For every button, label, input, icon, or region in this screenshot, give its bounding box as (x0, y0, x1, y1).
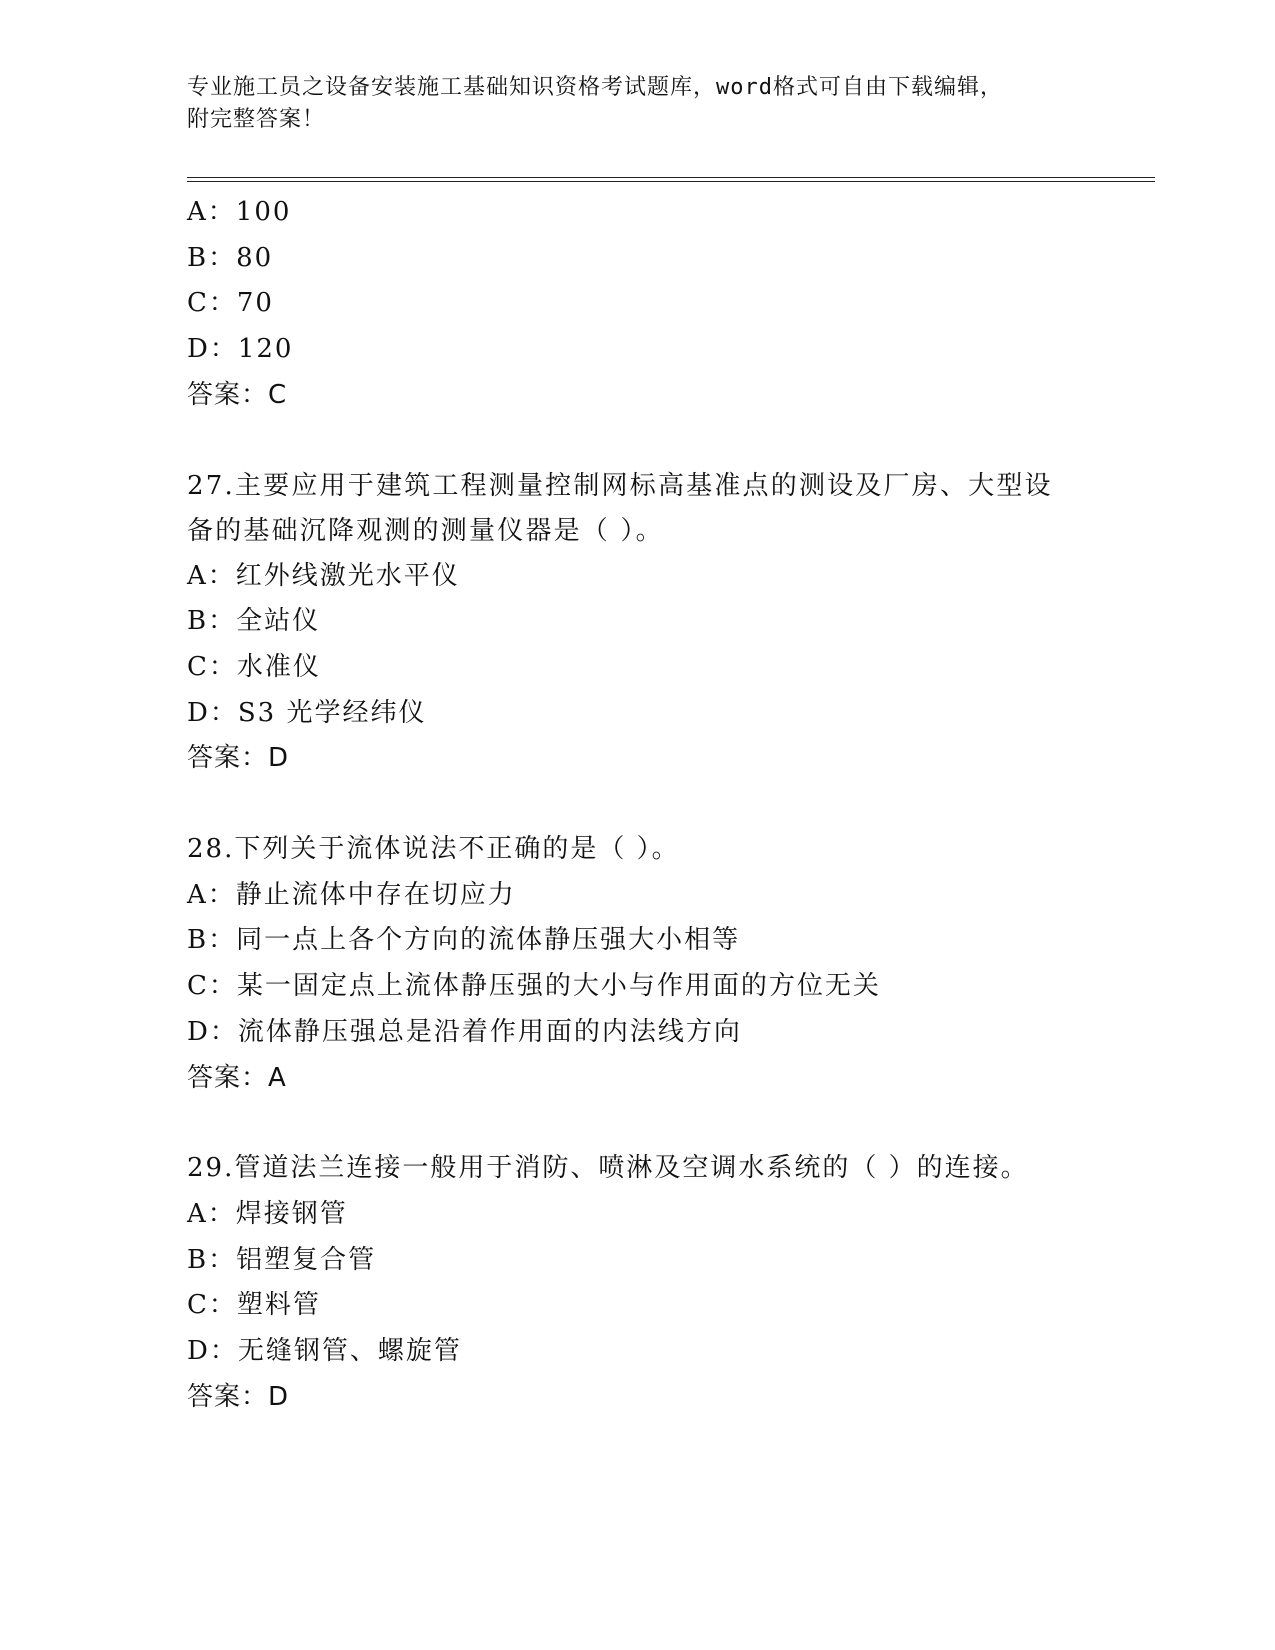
option-b: B：80 (187, 242, 274, 273)
question-27 (187, 464, 1127, 783)
question-stem: 28.下列关于流体说法不正确的是（ ）。 (187, 834, 680, 865)
answer: 答案：C (187, 379, 288, 410)
header-line-2: 附完整答案！ (187, 107, 326, 132)
option-a: A：静止流体中存在切应力 (187, 879, 516, 910)
option-c: C：水准仪 (187, 651, 321, 682)
header-line-1-word: word (716, 75, 773, 100)
header-line-1-prefix: 专业施工员之设备安装施工基础知识资格考试题库， (187, 75, 717, 100)
option-c: C：70 (187, 288, 274, 319)
option-d: D：流体静压强总是沿着作用面的内法线方向 (187, 1016, 742, 1047)
header-line-1-suffix: 格式可自由下载编辑， (773, 75, 1004, 100)
option-b: B：同一点上各个方向的流体静压强大小相等 (187, 925, 741, 956)
answer: 答案：D (187, 1381, 290, 1412)
header-divider (187, 177, 1155, 182)
option-c: C：塑料管 (187, 1290, 321, 1321)
document-header (187, 72, 1087, 136)
question-29 (187, 1146, 1127, 1420)
question-stem: 29.管道法兰连接一般用于消防、喷淋及空调水系统的（ ）的连接。 (187, 1153, 1029, 1184)
option-b: B：全站仪 (187, 606, 321, 637)
option-a: A：红外线激光水平仪 (187, 560, 460, 591)
answer: 答案：D (187, 743, 290, 774)
header-line-1 (187, 72, 1087, 104)
option-d: D：S3 光学经纬仪 (187, 697, 427, 728)
option-d: D：无缝钢管、螺旋管 (187, 1336, 462, 1367)
question-list (187, 190, 1127, 1420)
question-28 (187, 827, 1127, 1101)
option-d: D：120 (187, 334, 294, 365)
question-stem: 27.主要应用于建筑工程测量控制网标高基准点的测设及厂房、大型设备的基础沉降观测的测量仪器是（ ）。 (187, 470, 1053, 546)
option-c: C：某一固定点上流体静压强的大小与作用面的方位无关 (187, 971, 881, 1002)
option-b: B：铝塑复合管 (187, 1244, 377, 1275)
question-26-continued (187, 190, 1127, 419)
option-a: A：焊接钢管 (187, 1198, 348, 1229)
option-a: A：100 (187, 197, 292, 227)
answer: 答案：A (187, 1062, 287, 1093)
